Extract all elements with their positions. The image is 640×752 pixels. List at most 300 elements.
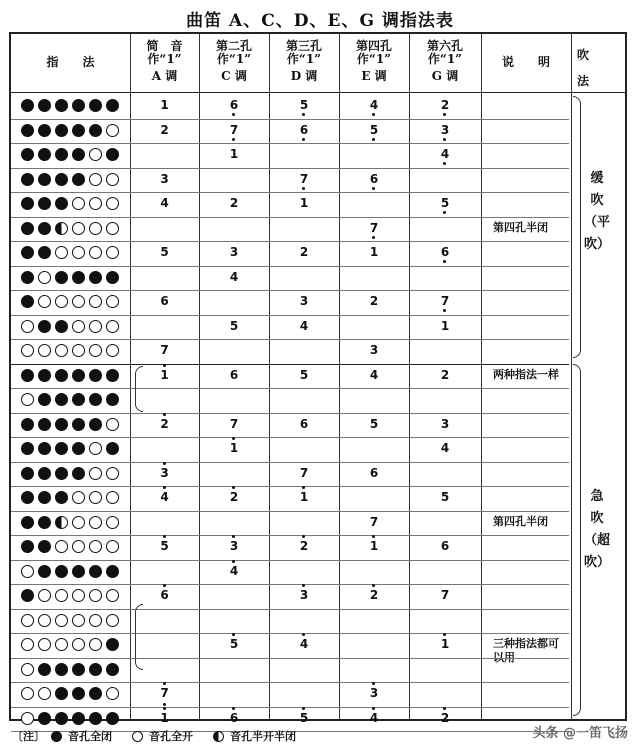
closed-hole-icon [72,369,85,382]
open-hole-icon [72,222,85,235]
note-g-key [415,294,475,308]
note-digit: 5 [230,637,238,651]
note-digit: 5 [300,98,308,112]
open-hole-icon [55,638,68,651]
closed-hole-icon [72,687,85,700]
note-digit: 3 [370,686,378,700]
octave-dot [163,584,166,587]
note-d-key: 3 [299,294,309,308]
note-c-key [204,98,264,112]
closed-hole-icon [38,516,51,529]
octave-dot [163,486,166,489]
note-d-key [274,588,334,602]
brace-triple-fingering [135,604,143,670]
closed-hole-icon [72,663,85,676]
closed-hole-icon [72,442,85,455]
closed-hole-icon [106,712,119,725]
note-d-key: 5 [299,367,309,382]
closed-hole-icon [21,540,34,553]
closed-hole-icon [72,418,85,431]
remark-text: 第四孔半闭 [493,514,548,528]
octave-dot [443,113,446,116]
closed-hole-icon [38,663,51,676]
open-hole-icon [72,491,85,504]
fingering-holes [21,123,141,139]
open-hole-icon [38,295,51,308]
note-g-key [415,637,475,651]
note-d-key [274,172,334,186]
open-hole-icon [21,687,34,700]
closed-hole-icon [55,99,68,112]
open-hole-icon [106,467,119,480]
closed-hole-icon [89,565,102,578]
note-c-key: 5 [229,318,239,333]
open-hole-icon [72,320,85,333]
half-hole-icon [55,222,68,235]
open-hole-icon [89,222,102,235]
blow-style-slow: 缓 吹 （平 吹） [583,171,610,252]
closed-hole-icon [38,173,51,186]
note-digit: 2 [441,98,449,112]
note-c-key [204,637,264,651]
open-hole-icon [55,614,68,627]
open-hole-icon [21,663,34,676]
closed-hole-icon [21,442,34,455]
note-digit: 1 [160,368,168,382]
closed-hole-icon [55,467,68,480]
closed-hole-icon [21,173,34,186]
note-digit: 3 [160,466,168,480]
note-digit: 5 [160,539,168,553]
closed-hole-icon [38,491,51,504]
note-e-key: 5 [369,416,379,431]
closed-hole-icon [55,418,68,431]
closed-hole-icon [55,565,68,578]
fingering-holes [21,711,141,727]
closed-hole-icon [89,393,102,406]
note-a-key [135,490,195,504]
note-a-key [135,686,195,700]
open-hole-icon [89,246,102,259]
header-fingering: 指 法 [46,55,95,69]
octave-dot [232,138,235,141]
note-digit: 7 [230,123,238,137]
fingering-holes [21,319,141,335]
note-d-key: 6 [299,416,309,431]
fingering-holes [21,392,141,408]
fingering-holes [21,343,141,359]
open-hole-icon [106,173,119,186]
closed-hole-icon [21,148,34,161]
closed-hole-icon [55,124,68,137]
note-a-key: 4 [160,196,169,210]
note-a-key [135,588,195,602]
note-e-key [344,686,404,700]
note-g-key: 1 [440,318,450,333]
fingering-holes [21,172,141,188]
remark-text: 三种指法都可以用 [493,637,559,664]
octave-dot [163,413,166,416]
note-c-key: 1 [229,147,239,161]
closed-hole-icon [21,491,34,504]
header-d-key: 第三孔 作“1” D 调 [285,39,322,83]
closed-hole-icon [55,173,68,186]
brace-slow [573,96,581,358]
note-e-key: 6 [369,465,379,480]
closed-hole-icon [72,99,85,112]
note-c-key: 3 [229,245,239,259]
open-hole-icon [106,614,119,627]
closed-hole-icon [106,271,119,284]
note-digit: 5 [441,196,449,210]
open-hole-icon [89,540,102,553]
note-a-key: 6 [160,294,169,308]
open-hole-icon [21,320,34,333]
note-g-key: 5 [440,490,450,504]
open-hole-icon [72,638,85,651]
closed-hole-icon [72,565,85,578]
note-g-key [415,147,475,161]
note-a-key: 2 [160,122,169,137]
closed-hole-icon [55,687,68,700]
octave-dot [443,162,446,165]
closed-hole-icon [55,491,68,504]
closed-hole-icon [55,663,68,676]
octave-dot [163,682,166,685]
open-hole-icon [21,638,34,651]
note-d-key: 7 [299,465,309,480]
note-g-key: 4 [440,441,450,455]
open-hole-icon [106,246,119,259]
note-digit: 6 [230,711,238,725]
closed-hole-icon [38,712,51,725]
octave-dot [443,211,446,214]
open-hole-icon [72,540,85,553]
legend-open-label: 音孔全开 [149,730,193,743]
open-hole-icon [106,197,119,210]
open-hole-icon [106,687,119,700]
half-hole-icon [55,516,68,529]
fingering-holes [21,147,141,163]
note-g-key: 2 [440,367,450,382]
open-hole-icon [21,712,34,725]
octave-dot [163,462,166,465]
closed-hole-icon [38,467,51,480]
header-remark: 说 明 [501,55,550,69]
open-hole-icon [89,295,102,308]
note-a-key [135,466,195,480]
remark-text: 第四孔半闭 [493,220,548,234]
watermark: 头条 @一笛飞扬 [532,726,628,741]
octave-dot [372,113,375,116]
open-hole-icon [106,589,119,602]
open-hole-icon [55,295,68,308]
open-hole-icon [21,344,34,357]
note-digit: 1 [300,490,308,504]
note-digit: 2 [300,539,308,553]
note-digit: 2 [230,490,238,504]
octave-dot [302,187,305,190]
closed-hole-icon [89,124,102,137]
closed-hole-icon [38,148,51,161]
open-hole-icon [106,540,119,553]
fingering-table [9,32,627,725]
open-hole-icon [89,589,102,602]
note-digit: 6 [160,588,168,602]
closed-hole-icon [89,271,102,284]
open-hole-icon [106,295,119,308]
octave-dot [163,535,166,538]
open-hole-icon [89,516,102,529]
open-hole-icon [72,246,85,259]
closed-hole-icon [106,99,119,112]
fingering-holes [21,662,141,678]
octave-dot [302,113,305,116]
note-digit: 4 [230,564,238,578]
note-digit: 4 [300,637,308,651]
closed-hole-icon [106,369,119,382]
note-digit: 3 [441,123,449,137]
closed-hole-icon [106,663,119,676]
note-digit: 3 [300,588,308,602]
octave-dot [372,236,375,239]
closed-hole-icon [21,589,34,602]
note-digit: 2 [160,417,168,431]
open-hole-icon [89,491,102,504]
octave-dot [163,707,166,710]
note-g-key: 3 [440,416,450,431]
closed-hole-icon [55,271,68,284]
fingering-holes [21,490,141,506]
closed-hole-icon [38,197,51,210]
open-hole-icon [106,222,119,235]
open-hole-icon [89,173,102,186]
note-d-key: 2 [299,245,309,259]
note-e-key [344,711,404,725]
closed-hole-icon [38,418,51,431]
fingering-holes [21,515,141,531]
open-hole-icon [132,731,143,742]
closed-hole-icon [38,320,51,333]
note-c-key: 2 [229,196,239,210]
note-c-key [204,490,264,504]
note-c-key: 6 [229,367,239,382]
note-e-key [344,123,404,137]
fingering-holes [21,196,141,212]
open-hole-icon [72,516,85,529]
note-digit: 7 [370,221,378,235]
note-e-key: 1 [369,245,379,259]
closed-hole-icon [72,467,85,480]
closed-hole-icon [89,663,102,676]
closed-hole-icon [21,246,34,259]
fingering-holes [21,98,141,114]
closed-hole-icon [106,565,119,578]
note-a-key: 7 [160,343,169,357]
octave-dot [232,113,235,116]
fingering-holes [21,245,141,261]
open-hole-icon [106,418,119,431]
note-digit: 6 [300,123,308,137]
closed-hole-icon [89,369,102,382]
note-e-key: 4 [369,367,379,382]
note-e-key: 3 [369,343,379,357]
note-c-key [204,539,264,553]
note-d-key [274,123,334,137]
note-d-key: 1 [299,196,309,210]
note-a-key [135,711,195,725]
closed-hole-icon [72,173,85,186]
closed-hole-icon [38,565,51,578]
note-digit: 5 [370,123,378,137]
note-a-key: 5 [160,245,169,259]
closed-hole-icon [21,99,34,112]
closed-hole-icon [72,148,85,161]
open-hole-icon [38,344,51,357]
open-hole-icon [38,589,51,602]
closed-hole-icon [38,540,51,553]
open-hole-icon [89,148,102,161]
open-hole-icon [106,516,119,529]
note-e-key [344,98,404,112]
brace-fast [573,364,581,716]
closed-hole-icon [21,295,34,308]
note-digit: 6 [441,245,449,259]
octave-dot [163,703,166,706]
open-hole-icon [106,491,119,504]
open-hole-icon [89,320,102,333]
open-hole-icon [38,638,51,651]
closed-hole-icon [89,99,102,112]
note-digit: 2 [441,711,449,725]
note-g-key [415,123,475,137]
note-digit: 7 [160,686,168,700]
closed-hole-icon [106,442,119,455]
note-d-key: 4 [299,318,309,333]
note-a-key: 3 [160,171,169,186]
closed-hole-icon [38,369,51,382]
fingering-holes [21,686,141,702]
legend-closed-label: 音孔全闭 [68,730,112,743]
open-hole-icon [72,295,85,308]
closed-hole-icon [72,393,85,406]
note-a-key: 1 [160,98,169,112]
closed-hole-icon [89,712,102,725]
fingering-holes [21,564,141,580]
closed-hole-icon [55,369,68,382]
note-e-key [344,539,404,553]
fingering-holes [21,270,141,286]
note-g-key: 6 [440,539,450,553]
note-c-key [204,564,264,578]
note-digit: 1 [441,637,449,651]
open-hole-icon [21,393,34,406]
header-blow-method: 吹法 [576,48,589,88]
note-digit: 2 [370,588,378,602]
closed-hole-icon [21,369,34,382]
fingering-holes [21,441,141,457]
closed-hole-icon [55,197,68,210]
open-hole-icon [55,540,68,553]
fingering-holes [21,294,141,310]
note-c-key [204,711,264,725]
closed-hole-icon [21,271,34,284]
open-hole-icon [106,124,119,137]
note-g-key [415,196,475,210]
closed-hole-icon [21,467,34,480]
closed-hole-icon [21,124,34,137]
legend-half-label: 音孔半开半闭 [230,730,296,743]
closed-hole-icon [55,442,68,455]
note-c-key: 7 [229,416,239,431]
closed-hole-icon [72,271,85,284]
closed-hole-icon [106,148,119,161]
note-g-key: 7 [440,588,450,602]
open-hole-icon [55,246,68,259]
closed-hole-icon [38,246,51,259]
legend-note-label: 〔注〕 [12,730,45,743]
fingering-holes [21,539,141,555]
note-digit: 5 [300,711,308,725]
closed-hole-icon [106,393,119,406]
half-hole-icon [213,731,224,742]
blow-style-fast: 急 吹 （超 吹） [583,489,610,570]
octave-dot [372,187,375,190]
closed-hole-icon [89,687,102,700]
note-d-key [274,490,334,504]
remark-text: 两种指法一样 [493,367,559,381]
note-digit: 4 [370,711,378,725]
open-hole-icon [21,614,34,627]
header-a-key: 简 音 作“1” A 调 [146,39,183,83]
open-hole-icon [38,271,51,284]
open-hole-icon [38,687,51,700]
closed-hole-icon [21,197,34,210]
closed-hole-icon [21,222,34,235]
octave-dot [372,138,375,141]
closed-hole-icon [21,418,34,431]
legend [12,728,296,744]
note-d-key [274,539,334,553]
note-g-key [415,98,475,112]
closed-hole-icon [55,320,68,333]
note-digit: 1 [160,711,168,725]
open-hole-icon [72,589,85,602]
note-digit: 6 [370,172,378,186]
note-digit: 4 [441,147,449,161]
note-d-key [274,98,334,112]
note-digit: 4 [160,490,168,504]
note-digit: 3 [230,539,238,553]
closed-hole-icon [89,418,102,431]
note-e-key [344,588,404,602]
open-hole-icon [89,197,102,210]
fingering-holes [21,613,141,629]
closed-hole-icon [72,124,85,137]
closed-hole-icon [21,516,34,529]
header-e-key: 第四孔 作“1” E 调 [355,39,392,83]
octave-dot [443,138,446,141]
note-a-key [135,368,195,382]
closed-hole-icon [38,124,51,137]
open-hole-icon [38,614,51,627]
octave-dot [443,260,446,263]
page-title: 曲笛 A、C、D、E、G 调指法表 [186,11,454,31]
fingering-holes [21,637,141,653]
open-hole-icon [72,197,85,210]
fingering-holes [21,466,141,482]
closed-hole-icon [38,99,51,112]
